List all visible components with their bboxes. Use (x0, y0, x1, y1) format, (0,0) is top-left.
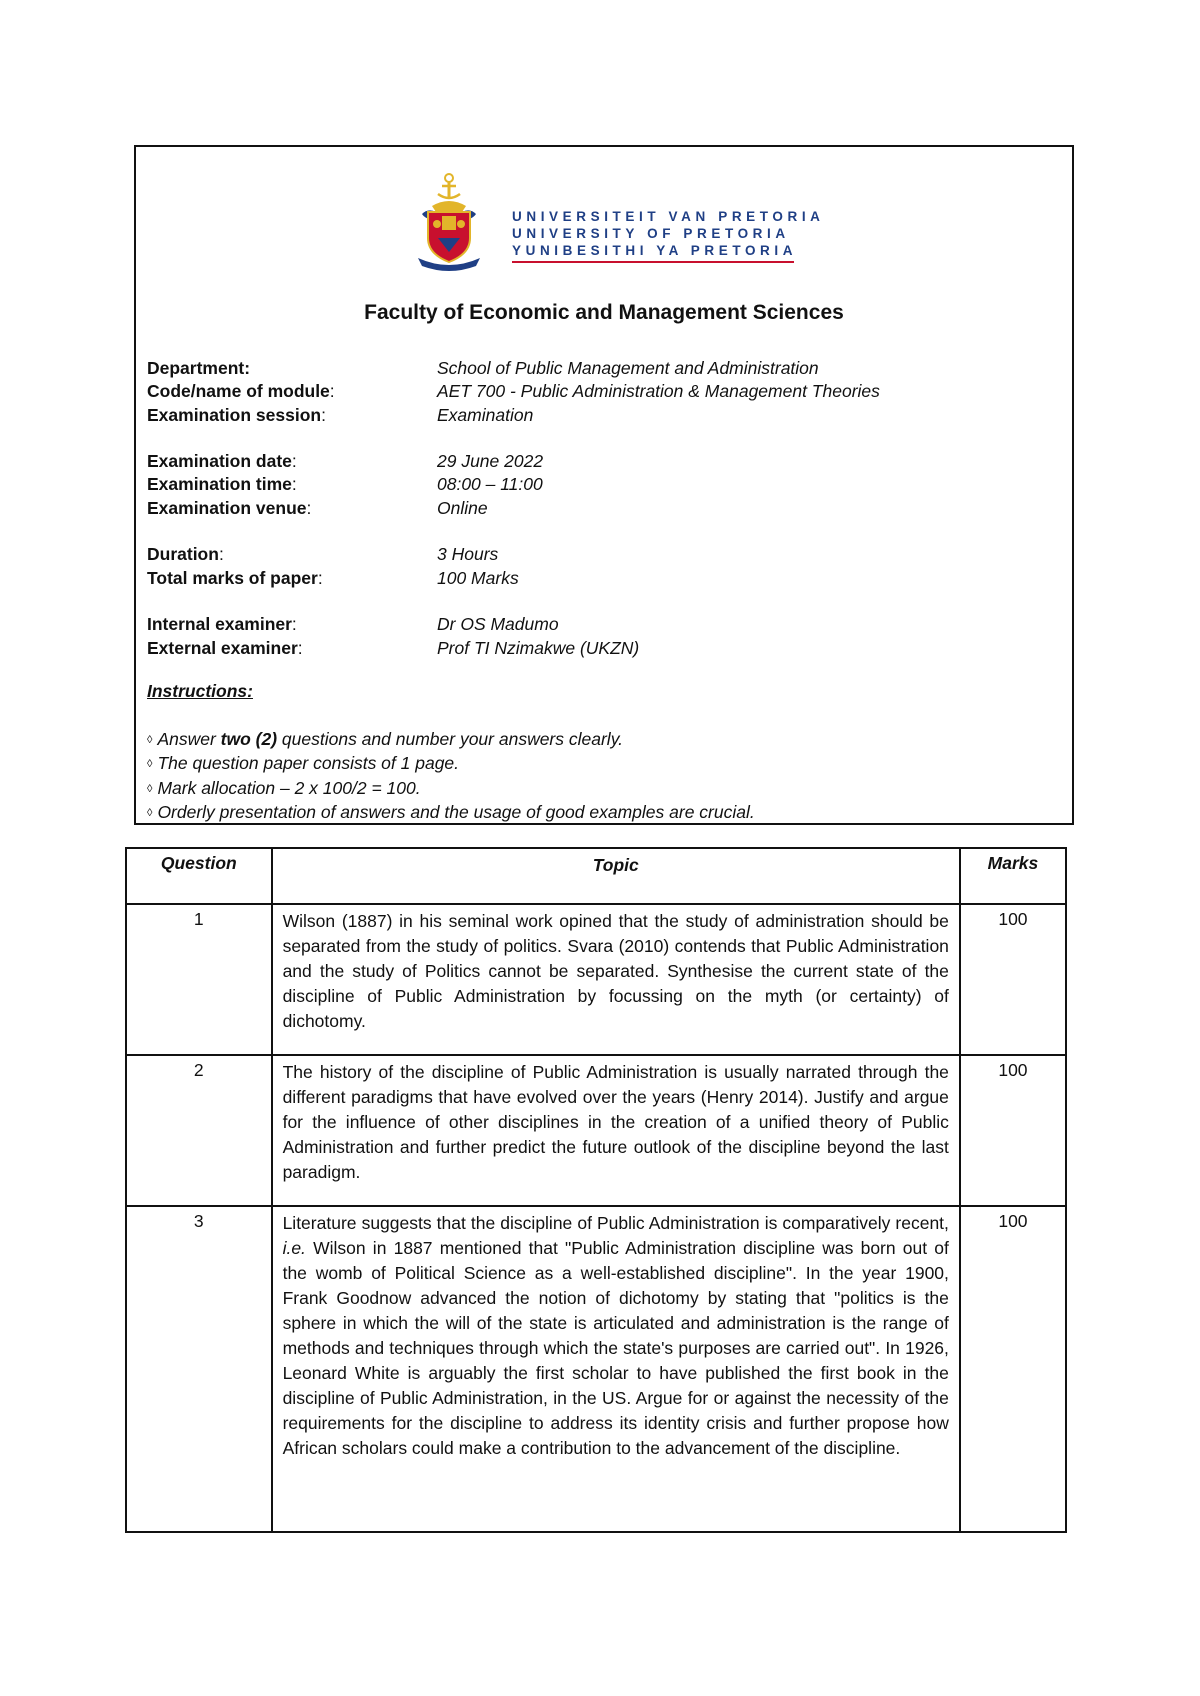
question-header: Question (126, 848, 272, 904)
crest-icon (416, 172, 482, 272)
time-label: Examination time (147, 474, 292, 495)
total-marks-value: 100 Marks (437, 567, 519, 588)
duration-label: Duration (147, 544, 219, 565)
instructions-heading: Instructions: (147, 681, 253, 701)
table-row (126, 1206, 1066, 1532)
instructions-list (147, 728, 755, 825)
bullet-icon: ◊ (147, 758, 153, 771)
date-label: Examination date (147, 451, 292, 472)
instruction-item (147, 752, 755, 776)
logo-rule (512, 261, 794, 263)
question-topic: The history of the discipline of Public Administration is usually narrated through the different paradigms that have evolved over the years (Henry 2014). Justify and argue for the influence of other disciplines in the creation of a unified theory of Public Administration and further predict the future outlook of the discipline beyond the last paradigm. (272, 1055, 960, 1206)
external-examiner-label: External examiner (147, 637, 298, 658)
question-number: 1 (126, 904, 272, 1055)
marks-header: Marks (960, 848, 1066, 904)
university-logo (416, 172, 825, 272)
duration-value: 3 Hours (437, 544, 499, 565)
bullet-icon: ◊ (147, 806, 153, 819)
faculty-title: Faculty of Economic and Management Sciences (364, 301, 844, 324)
instruction-item (147, 728, 755, 752)
topic-text: Wilson in 1887 mentioned that "Public Administration discipline was born out of the womb of Political Science as a well-established discipline". In the year 1900, Frank Goodnow advanced the notion of dichotomy by stating that "politics is the sphere in which the will of the state is articulated and administration is the range of methods and techniques through which the state's purposes are carried out". In 1926, Leonard White is arguably the first scholar to have published the first book in the discipline of Public Administration, in the US. Argue for or against the necessity of the requirements for the discipline to address its identity crisis and further propose how African scholars could make a contribution to the advancement of the discipline. (282, 1238, 949, 1458)
table-header-row (126, 848, 1066, 904)
instruction-item (147, 801, 755, 825)
table-row (126, 1055, 1066, 1206)
question-marks: 100 (960, 1206, 1066, 1532)
instruction-text: Answer (157, 729, 221, 749)
internal-examiner-label: Internal examiner (147, 614, 292, 635)
instruction-text: questions and number your answers clearly. (277, 729, 624, 749)
module-label: Code/name of module (147, 381, 330, 402)
table-row (126, 904, 1066, 1055)
department-value: School of Public Management and Administration (437, 358, 819, 378)
internal-examiner-value: Dr OS Madumo (437, 614, 559, 635)
university-name-block (512, 208, 825, 263)
venue-value: Online (437, 497, 488, 518)
question-marks: 100 (960, 1055, 1066, 1206)
question-topic: Wilson (1887) in his seminal work opined that the study of administration should be separated from the study of politics. Svara (2010) contends that Public Administration and the study of Politics cannot be separated. Synthesise the current state of the discipline of Public Administration by focussing on the myth (or certainty) of dichotomy. (272, 904, 960, 1055)
external-examiner-value: Prof TI Nzimakwe (UKZN) (437, 637, 640, 658)
venue-label: Examination venue (147, 497, 307, 518)
bullet-icon: ◊ (147, 782, 153, 795)
exam-info: Department: School of Public Management and Administration Code/name of module: AET 700 - Public Administration & Management Theories Examination session: Examination Examination date: 29 June 2022 Examination time: 08:00 – 11:00 Examination venue: Online Duration: 3 Hours Total marks of paper: 100 Marks Internal examiner: Dr OS Madumo External examiner: Prof TI Nzimakwe (UKZN) (147, 357, 880, 660)
instruction-item (147, 777, 755, 801)
questions-table (125, 847, 1067, 1533)
university-name-sepedi: YUNIBESITHI YA PRETORIA (512, 243, 798, 258)
department-label: Department: (147, 358, 251, 378)
topic-header: Topic (272, 848, 960, 904)
time-value: 08:00 – 11:00 (437, 474, 543, 495)
university-name-english: UNIVERSITY OF PRETORIA (512, 226, 790, 241)
session-label: Examination session (147, 404, 322, 425)
topic-abbreviation: i.e. (282, 1238, 306, 1258)
question-number: 2 (126, 1055, 272, 1206)
question-marks: 100 (960, 904, 1066, 1055)
module-value: AET 700 - Public Administration & Management Theories (437, 381, 880, 402)
instruction-text: Mark allocation – 2 x 100/2 = 100. (157, 777, 421, 798)
total-marks-label: Total marks of paper (147, 567, 318, 588)
topic-text: Literature suggests that the discipline of Public Administration is comparatively recent, (282, 1213, 949, 1233)
question-number: 3 (126, 1206, 272, 1532)
instruction-text: The question paper consists of 1 page. (157, 753, 460, 774)
session-value: Examination (437, 404, 534, 425)
bullet-icon: ◊ (147, 734, 153, 746)
instruction-emphasis: two (2) (220, 729, 278, 749)
question-topic (272, 1206, 960, 1532)
instruction-text: Orderly presentation of answers and the usage of good examples are crucial. (157, 801, 755, 822)
date-value: 29 June 2022 (437, 451, 544, 472)
university-name-afrikaans: UNIVERSITEIT VAN PRETORIA (512, 209, 825, 224)
